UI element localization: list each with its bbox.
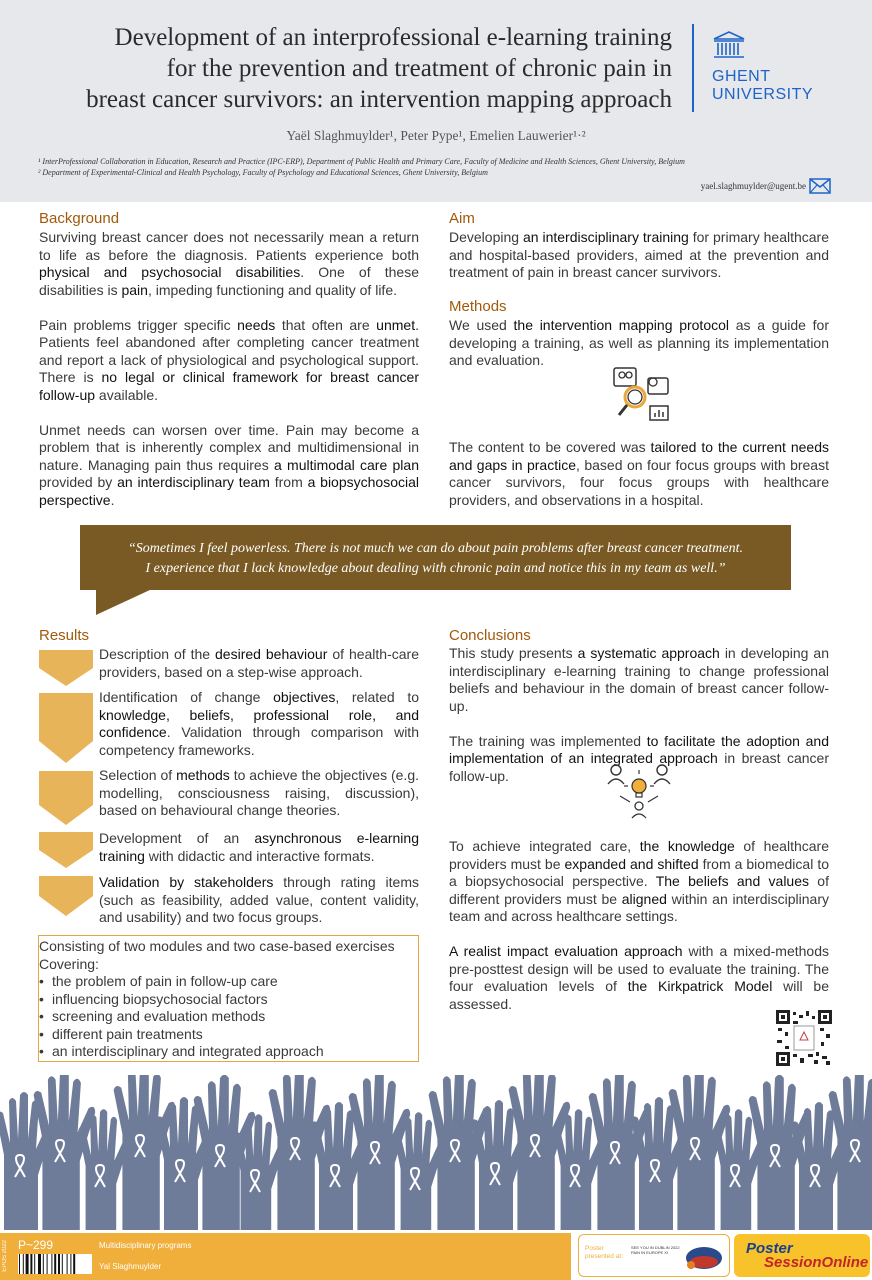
emphasis-text: aligned: [621, 890, 667, 907]
text-run: . Patients feel abandoned after completing cancer treatment and report a lack of physiological and psychological support. There is: [39, 316, 419, 385]
conclusions-paragraph: [449, 645, 829, 715]
aim-paragraph: [449, 229, 829, 282]
emphasis-text: expanded and shifted: [564, 855, 699, 872]
text-run: Pain problems trigger specific: [39, 316, 238, 333]
background-paragraph: [39, 422, 419, 510]
patient-quote: [80, 525, 791, 590]
background-paragraph: [39, 229, 419, 299]
affiliation-2: ² Department of Experimental-Clinical and Health Psychology, Faculty of Psychology and Educational Sciences, Ghent University, Belgium: [38, 168, 488, 177]
text-run: from a biomedical to a biopsychosocial perspective.: [449, 855, 829, 889]
result-step: [39, 830, 419, 872]
methods-paragraph: [449, 439, 829, 509]
emphasis-text: a biopsychosocial perspective: [39, 474, 419, 508]
text-run: as a guide for developing a training, as well as planning its implementation and evaluation.: [449, 317, 829, 368]
text-run: through rating items (such as feasibility, added value, content validity, and usability) and two focus groups.: [99, 874, 419, 925]
topic-item: • screening and evaluation methods: [39, 1008, 418, 1026]
emphasis-text: methods: [176, 767, 230, 783]
methods-paragraph: [449, 317, 829, 370]
qr-code[interactable]: [776, 1010, 832, 1066]
topic-item: • different pain treatments: [39, 1026, 418, 1044]
hands-group: [0, 1075, 872, 1235]
text-run: . One of these disabilities is: [39, 264, 419, 298]
emphasis-text: to facilitate the adoption and implementation of an integrated approach: [449, 732, 829, 766]
background-text: [39, 229, 419, 527]
conclusions-heading: Conclusions: [449, 627, 531, 644]
event-line: PAIN IN EUROPE XI: [631, 1250, 669, 1255]
affiliation-1: ¹ InterProfessional Collaboration in Education, Research and Practice (IPC-ERP), Department of Public Health and Primary Care, Faculty of Medicine and Health Sciences, Ghent University, Belgium: [38, 157, 685, 166]
emphasis-text: asynchronous e-learning training: [99, 830, 419, 864]
training-content-box: [38, 935, 419, 1062]
mail-icon[interactable]: [809, 178, 831, 194]
university-building-icon: [712, 30, 746, 62]
text-run: will be assessed.: [449, 978, 829, 1012]
background-heading: Background: [39, 210, 120, 227]
conclusions-paragraph: [449, 838, 829, 926]
emphasis-text: Validation by stakeholders: [99, 874, 274, 890]
logo-text-ghent: GHENT: [712, 68, 771, 85]
text-run: of different providers must be: [449, 873, 829, 907]
result-step: [39, 689, 419, 765]
emphasis-text: needs: [237, 316, 276, 333]
topic-item: • influencing biopsychosocial factors: [39, 991, 418, 1009]
text-run: for primary healthcare and hospital-based providers, aimed at the prevention and treatment of pain in breast cancer survivors.: [449, 229, 829, 280]
text-run: from: [269, 474, 308, 490]
emphasis-text: the Kirkpatrick Model: [627, 978, 773, 994]
text-run: in developing an interdisciplinary e-learning training to change professional beliefs and behaviour in the domain of breast cancer follow-up.: [449, 645, 829, 714]
text-run: This study presents: [449, 645, 578, 661]
event-logo-icon: [683, 1241, 725, 1271]
conclusions-paragraph: [449, 943, 829, 1013]
affiliations: [38, 156, 838, 178]
results-heading: Results: [39, 627, 90, 644]
result-step-text: [99, 830, 419, 865]
text-run: Description of the: [99, 646, 216, 662]
background-paragraph: [39, 317, 419, 405]
text-run: Selection of: [99, 767, 177, 783]
result-step: [39, 874, 419, 925]
text-run: in breast cancer follow-up.: [449, 750, 829, 784]
text-run: within an interdisciplinary team and across healthcare settings.: [449, 890, 829, 924]
aim-heading: Aim: [449, 210, 475, 227]
step-arrow-icon: [39, 646, 93, 688]
result-step-text: [99, 767, 419, 820]
result-step-text: [99, 689, 419, 759]
text-run: , based on four focus groups with breast cancer survivors, four focus groups with healthcare providers, and observations in a hospital.: [449, 456, 829, 508]
topic-item: • the problem of pain in follow-up care: [39, 973, 418, 991]
text-run: Developing: [449, 229, 523, 245]
text-run: . Validation through comparison with competency frameworks.: [99, 724, 419, 758]
step-arrow-icon: [39, 767, 93, 827]
text-run: Unmet needs can worsen over time. Pain may become a problem that is inherently complex and multidimensional in nature. Managing pain thus requires: [39, 421, 419, 473]
presented-at-badge[interactable]: [578, 1234, 730, 1277]
vertical-tag: EPOS 2022: [2, 1240, 8, 1272]
text-run: The training was implemented: [449, 732, 647, 749]
poster-author: Yal Slaghmuylder: [99, 1262, 162, 1271]
emphasis-text: pain: [121, 281, 148, 298]
brand-text: SessionOnline: [764, 1254, 869, 1271]
result-step: [39, 767, 419, 827]
contact-email[interactable]: yael.slaghmuylder@ugent.be: [700, 181, 806, 191]
text-run: , related to: [335, 689, 420, 705]
text-run: The content to be covered was: [449, 439, 651, 455]
text-run: To achieve integrated care,: [449, 838, 640, 854]
poster-category: Multidisciplinary programs: [99, 1241, 192, 1250]
emphasis-text: The beliefs and values: [655, 873, 810, 889]
emphasis-text: desired behaviour: [215, 646, 328, 662]
research-analysis-icon: [610, 364, 674, 424]
text-run: with a mixed-methods pre-posttest design will be used to evaluate the training. The four evaluation levels of: [449, 943, 829, 994]
ghent-university-logo: [712, 30, 814, 104]
methods-text-2: [449, 439, 829, 527]
text-run: We used: [449, 317, 514, 333]
step-arrow-icon: [39, 830, 93, 872]
raised-hands-illustration: [0, 1075, 872, 1235]
presented-label: Poster: [585, 1245, 604, 1252]
covering-label: Covering:: [39, 955, 99, 972]
team-idea-icon: [606, 762, 672, 820]
conclusions-text-2: [449, 838, 829, 1031]
brand-text: Poster: [746, 1240, 793, 1257]
title-line: Development of an interprofessional e-learning training: [114, 24, 672, 51]
authors: Yaël Slaghmuylder¹, Peter Pype¹, Emelien Lauwerier¹·²: [286, 128, 586, 143]
poster-id: P~299: [18, 1238, 54, 1252]
title-line: breast cancer survivors: an intervention mapping approach: [86, 86, 672, 113]
quote-line: I experience that I lack knowledge about dealing with chronic pain and notice this in my team as well.”: [145, 561, 726, 576]
step-arrow-icon: [39, 874, 93, 918]
text-run: , impeding functioning and quality of life.: [147, 281, 397, 298]
title-line: for the prevention and treatment of chronic pain in: [166, 55, 672, 82]
emphasis-text: an interdisciplinary training: [522, 229, 689, 245]
logo-divider: [692, 24, 694, 112]
logo-text-university: UNIVERSITY: [712, 86, 814, 103]
text-run: available.: [95, 386, 159, 403]
emphasis-text: physical and psychosocial disabilities: [39, 264, 301, 280]
quote-line: “Sometimes I feel powerless. There is not much we can do about pain problems after breast cancer treatment.: [127, 541, 743, 556]
emphasis-text: an interdisciplinary team: [117, 474, 270, 490]
text-run: Development of an: [99, 830, 255, 846]
emphasis-text: tailored to the current needs and gaps in practice: [449, 439, 829, 473]
emphasis-text: no legal or clinical framework for breast cancer follow-up: [39, 369, 419, 403]
text-run: of health-care providers, based on a step-wise approach.: [99, 646, 419, 680]
text-run: that often are: [275, 316, 377, 333]
emphasis-text: the intervention mapping protocol: [513, 317, 729, 333]
text-run: Surviving breast cancer does not necessarily mean a return to life as before the diagnosis. Patients experience both: [39, 229, 419, 263]
emphasis-text: A realist impact evaluation approach: [449, 943, 683, 959]
text-run: Identification of change: [99, 689, 274, 705]
emphasis-text: knowledge, beliefs, professional role, and confidence: [99, 706, 419, 740]
result-step: [39, 646, 419, 690]
quote-tail: [96, 589, 152, 615]
emphasis-text: the knowledge: [639, 838, 735, 854]
aim-text: [449, 229, 829, 299]
emphasis-text: a systematic approach: [577, 645, 720, 661]
poster-session-online-logo[interactable]: [734, 1234, 870, 1277]
topic-item: • an interdisciplinary and integrated approach: [39, 1043, 418, 1061]
result-step-text: [99, 874, 419, 927]
text-run: to achieve the objectives (e.g. modelling, consciousness raising, discussion), based on behavioural change theories.: [99, 767, 419, 818]
result-step-text: [99, 646, 419, 681]
text-run: of healthcare providers must be: [449, 838, 829, 872]
step-arrow-icon: [39, 689, 93, 765]
emphasis-text: objectives: [273, 689, 336, 705]
poster-header: [0, 0, 872, 202]
presented-label: presented at:: [585, 1253, 623, 1260]
text-run: with didactic and interactive formats.: [144, 847, 375, 864]
event-line: SEE YOU IN DUBLIN 2022: [631, 1245, 680, 1250]
emphasis-text: unmet: [376, 316, 416, 333]
topic-list: [39, 973, 418, 1061]
training-structure: Consisting of two modules and two case-based exercises: [39, 938, 395, 954]
text-run: provided by: [39, 474, 118, 490]
poster-title: [32, 22, 672, 115]
text-run: .: [110, 491, 115, 508]
methods-heading: Methods: [449, 298, 507, 315]
emphasis-text: a multimodal care plan: [273, 456, 419, 473]
barcode: [18, 1254, 92, 1274]
